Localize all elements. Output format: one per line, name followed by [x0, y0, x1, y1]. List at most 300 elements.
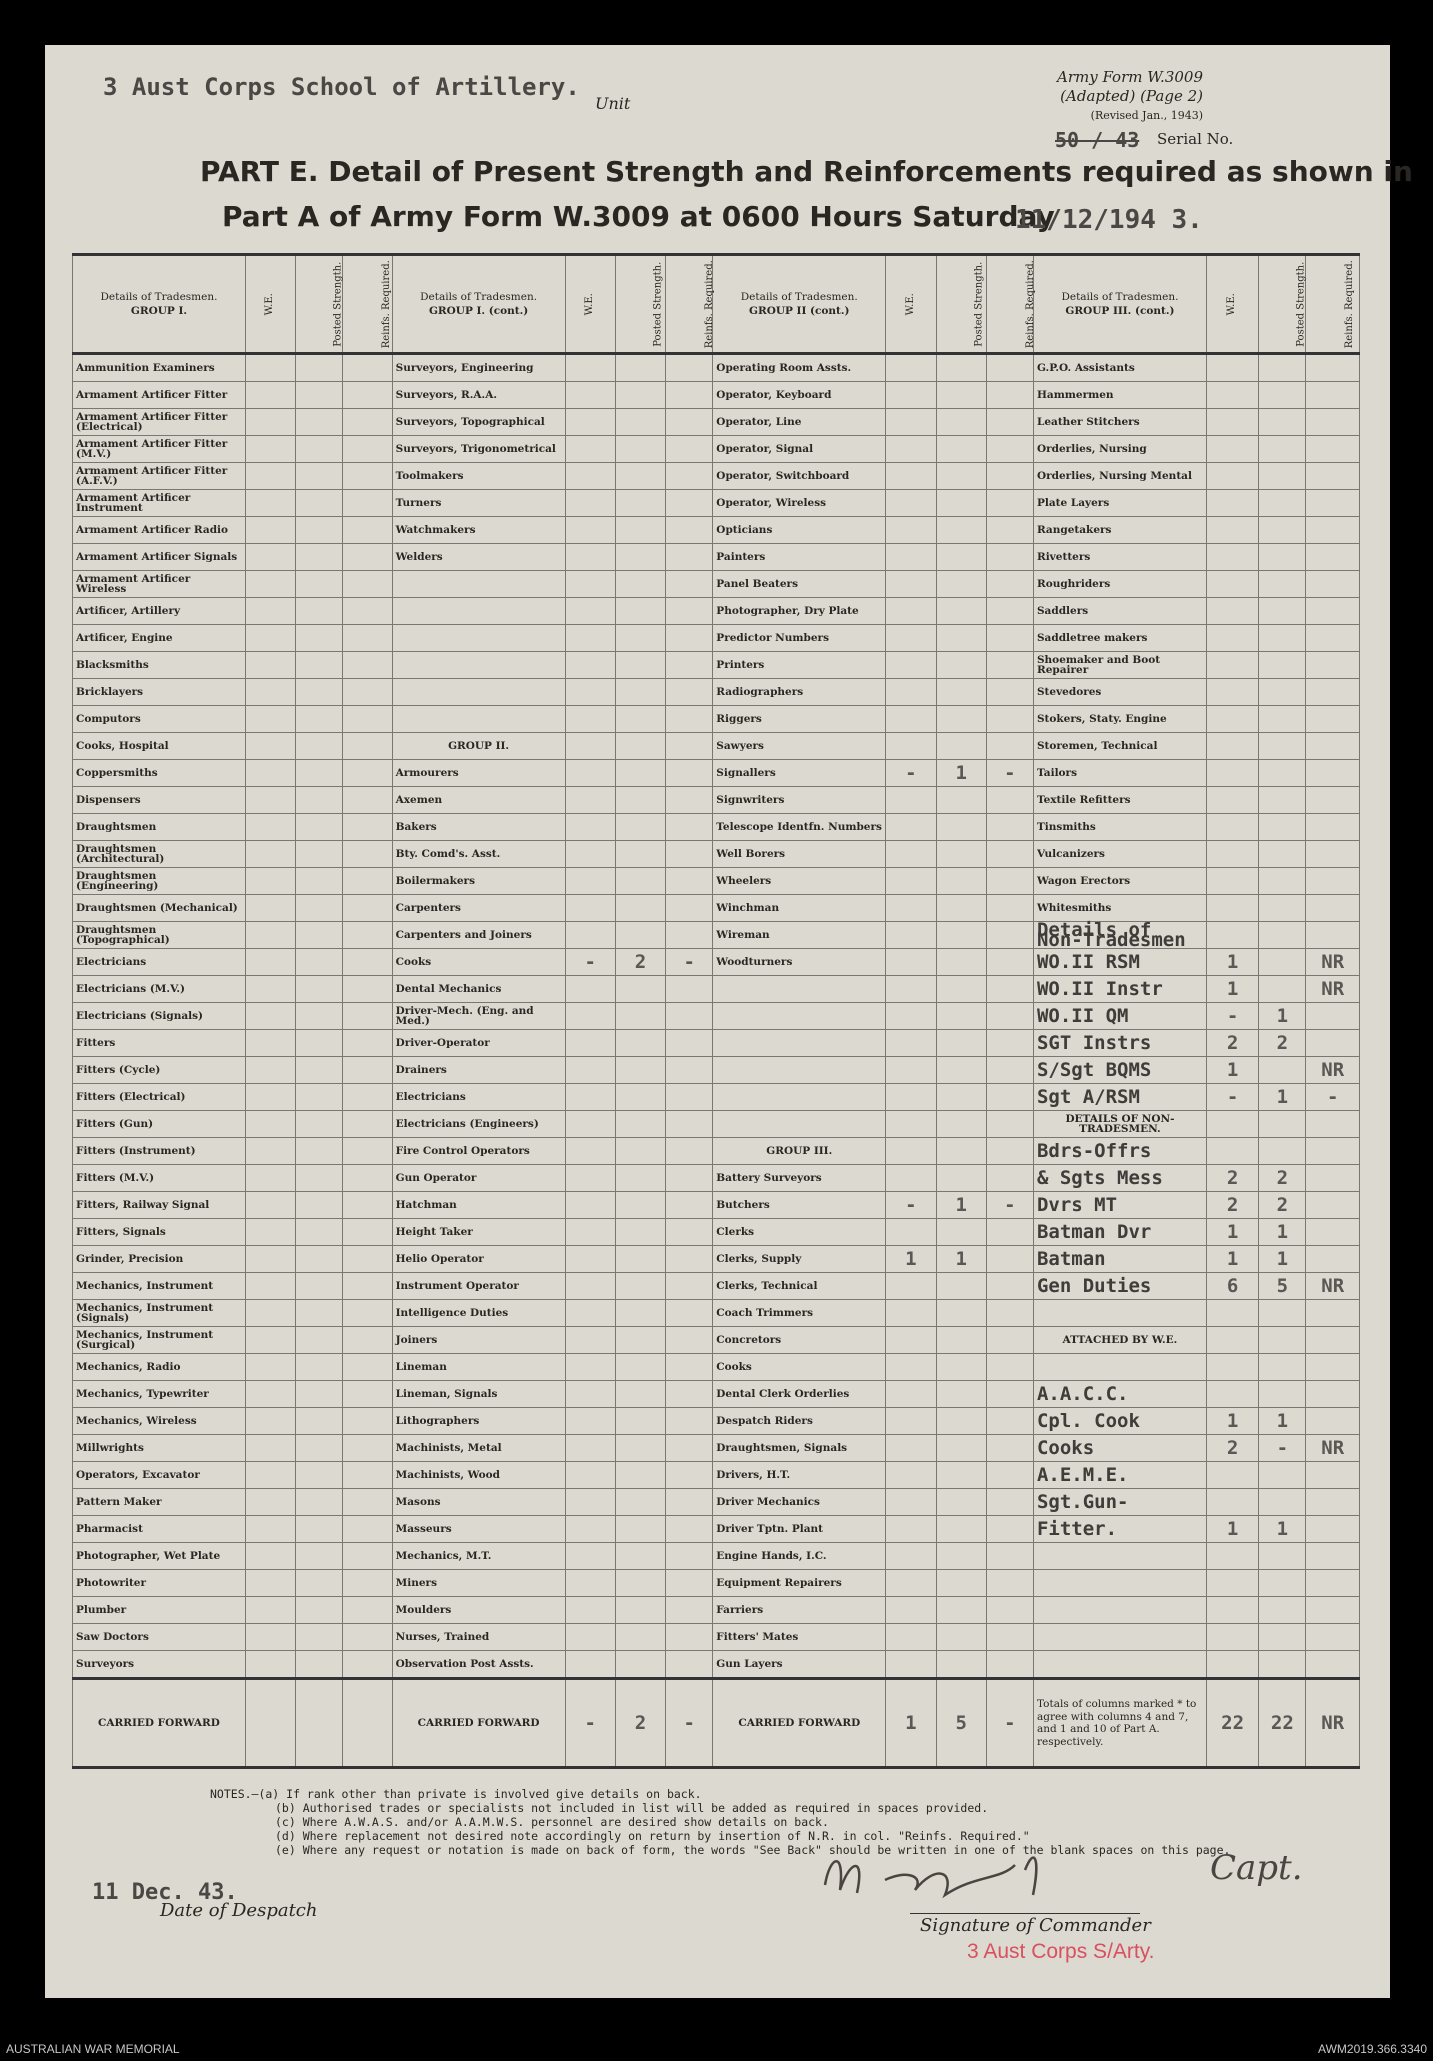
reinfs-value — [666, 1246, 713, 1273]
cell — [296, 1679, 343, 1768]
signature-label: Signature of Commander — [920, 1915, 1151, 1936]
we-value — [245, 1057, 295, 1084]
posted-value — [615, 922, 665, 949]
posted-value — [296, 1165, 343, 1192]
we-value — [245, 517, 295, 544]
reinfs-value — [986, 544, 1033, 571]
we-value — [245, 1651, 295, 1679]
posted-value — [936, 1435, 986, 1462]
posted-value — [1259, 490, 1306, 517]
carried-forward-label: CARRIED FORWARD — [713, 1679, 886, 1768]
trade-name: Fitters (Electrical) — [73, 1084, 246, 1111]
reinfs-value — [1306, 895, 1360, 922]
we-value: 1 — [1206, 949, 1258, 976]
posted-value — [936, 382, 986, 409]
reinfs-value — [666, 1111, 713, 1138]
form-adapted: (Adapted) (Page 2) — [1060, 87, 1203, 105]
we-value — [886, 679, 936, 706]
posted-value — [615, 1138, 665, 1165]
reinfs-value — [986, 1111, 1033, 1138]
table-body — [73, 354, 1360, 1679]
trade-name: Rangetakers — [1033, 517, 1206, 544]
we-value — [886, 1354, 936, 1381]
posted-value — [615, 679, 665, 706]
reinfs-value — [343, 922, 392, 949]
reinfs-value: - — [986, 760, 1033, 787]
trade-name: A.A.C.C. — [1033, 1381, 1206, 1408]
trade-name: Armourers — [392, 760, 565, 787]
posted-value — [936, 490, 986, 517]
posted-value — [936, 1030, 986, 1057]
unit-name: 3 Aust Corps School of Artillery. — [103, 73, 580, 101]
trade-name: Textile Refitters — [1033, 787, 1206, 814]
reinfs-value — [1306, 1543, 1360, 1570]
posted-value — [1259, 1543, 1306, 1570]
reinfs-label: Reinfs. Required. — [1024, 260, 1036, 349]
table-row — [73, 625, 1360, 652]
posted-value — [296, 1003, 343, 1030]
table-row — [73, 490, 1360, 517]
posted-value: 5 — [1259, 1273, 1306, 1300]
posted-value — [296, 409, 343, 436]
reinfs-value — [986, 706, 1033, 733]
trade-name: Fitters — [73, 1030, 246, 1057]
reinfs-value — [986, 1408, 1033, 1435]
posted-value — [936, 1597, 986, 1624]
reinfs-value — [343, 1624, 392, 1651]
reinfs-value — [343, 868, 392, 895]
we-value — [565, 1057, 615, 1084]
we-value — [886, 1111, 936, 1138]
reinfs-value — [986, 463, 1033, 490]
we-value — [565, 1489, 615, 1516]
cell — [245, 1679, 295, 1768]
trade-name: Tailors — [1033, 760, 1206, 787]
we-value — [565, 1246, 615, 1273]
we-value — [1206, 760, 1258, 787]
posted-label: Posted Strength. — [332, 261, 344, 348]
posted-value — [936, 598, 986, 625]
trade-name: Artificer, Artillery — [73, 598, 246, 625]
reinfs-value — [343, 679, 392, 706]
table-row — [73, 1570, 1360, 1597]
we-value — [1206, 571, 1258, 598]
posted-value — [936, 1084, 986, 1111]
reinfs-value — [343, 544, 392, 571]
we-value — [565, 544, 615, 571]
posted-value — [615, 1219, 665, 1246]
posted-value — [615, 598, 665, 625]
trade-name: Mechanics, Instrument (Surgical) — [73, 1327, 246, 1354]
reinfs-value — [986, 1624, 1033, 1651]
total-we: 22 — [1206, 1679, 1258, 1768]
reinfs-value — [986, 1327, 1033, 1354]
trade-name: Miners — [392, 1570, 565, 1597]
we-value — [565, 1354, 615, 1381]
posted-value: 1 — [1259, 1084, 1306, 1111]
trade-name: Armament Artificer Radio — [73, 517, 246, 544]
posted-value — [936, 1408, 986, 1435]
we-value — [886, 598, 936, 625]
trade-name: Mechanics, Instrument (Signals) — [73, 1300, 246, 1327]
we-value — [565, 1300, 615, 1327]
trade-name — [1033, 1570, 1206, 1597]
we-value — [886, 814, 936, 841]
posted-value — [1259, 1462, 1306, 1489]
reinfs-value — [666, 1030, 713, 1057]
we-value — [886, 1516, 936, 1543]
reinfs-value — [343, 1516, 392, 1543]
reinfs-value — [343, 1246, 392, 1273]
we-value — [565, 625, 615, 652]
we-value — [245, 1327, 295, 1354]
trade-name: Operating Room Assts. — [713, 354, 886, 382]
trade-name: Predictor Numbers — [713, 625, 886, 652]
table-row — [73, 1003, 1360, 1030]
reinfs-value — [1306, 841, 1360, 868]
posted-value — [615, 976, 665, 1003]
trade-name — [713, 1084, 886, 1111]
we-value — [565, 1624, 615, 1651]
trade-name: Electricians (M.V.) — [73, 976, 246, 1003]
table-row — [73, 1462, 1360, 1489]
reinfs-value: NR — [1306, 1057, 1360, 1084]
reinfs-value — [666, 679, 713, 706]
reinfs-value — [986, 1570, 1033, 1597]
trade-name: WO.II Instr — [1033, 976, 1206, 1003]
we-value — [245, 1192, 295, 1219]
posted-value — [296, 868, 343, 895]
table-row — [73, 868, 1360, 895]
table-row — [73, 895, 1360, 922]
posted-value — [615, 1651, 665, 1679]
reinfs-value — [1306, 409, 1360, 436]
posted-value — [615, 382, 665, 409]
trade-name: Pattern Maker — [73, 1489, 246, 1516]
posted-value — [296, 598, 343, 625]
table-row — [73, 1111, 1360, 1138]
posted-value — [1259, 544, 1306, 571]
reinfs-value — [343, 354, 392, 382]
trade-name: Instrument Operator — [392, 1273, 565, 1300]
posted-value — [615, 1300, 665, 1327]
we-value — [1206, 1381, 1258, 1408]
col-posted-3 — [936, 255, 986, 354]
posted-value — [615, 1111, 665, 1138]
posted-value — [1259, 1111, 1306, 1138]
reinfs-value — [666, 1219, 713, 1246]
we-value — [886, 1003, 936, 1030]
trade-name — [392, 598, 565, 625]
reinfs-value — [666, 1489, 713, 1516]
trade-name: Cooks, Hospital — [73, 733, 246, 760]
posted-value — [1259, 949, 1306, 976]
reinfs-value — [1306, 544, 1360, 571]
we-value — [1206, 1327, 1258, 1354]
we-value — [886, 1084, 936, 1111]
posted-value: 1 — [936, 1246, 986, 1273]
we-value — [565, 706, 615, 733]
reinfs-value — [986, 1381, 1033, 1408]
posted-value — [296, 1057, 343, 1084]
trade-name: Armament Artificer Instrument — [73, 490, 246, 517]
we-value — [245, 1408, 295, 1435]
total-posted: 22 — [1259, 1679, 1306, 1768]
table-row — [73, 706, 1360, 733]
posted-value — [936, 841, 986, 868]
form-revised: (Revised Jan., 1943) — [1090, 109, 1203, 122]
we-value: 1 — [1206, 1408, 1258, 1435]
trade-name: Shoemaker and Boot Repairer — [1033, 652, 1206, 679]
posted-value: 1 — [936, 1192, 986, 1219]
we-value — [886, 733, 936, 760]
trade-name: Wheelers — [713, 868, 886, 895]
reinfs-value — [1306, 733, 1360, 760]
table-row — [73, 841, 1360, 868]
reinfs-value — [343, 1462, 392, 1489]
reinfs-value — [986, 1300, 1033, 1327]
trade-name: Photowriter — [73, 1570, 246, 1597]
posted-value — [936, 1165, 986, 1192]
reinfs-value — [1306, 490, 1360, 517]
trade-name — [713, 1111, 886, 1138]
we-value: 2 — [1206, 1435, 1258, 1462]
note-e: (e) Where any request or notation is made on back of form, the words "See Back" should be written in one of the blank spaces on this page. — [275, 1843, 1231, 1857]
reinfs-value — [666, 706, 713, 733]
trade-name: Armament Artificer Fitter (M.V.) — [73, 436, 246, 463]
reinfs-value — [666, 1300, 713, 1327]
details-label: Details of Tradesmen. — [100, 290, 218, 303]
reinfs-value — [666, 1597, 713, 1624]
we-value — [886, 922, 936, 949]
reinfs-value — [666, 976, 713, 1003]
trade-name: Batman Dvr — [1033, 1219, 1206, 1246]
col-details-2 — [392, 255, 565, 354]
reinfs-value — [986, 1354, 1033, 1381]
table-row — [73, 1192, 1360, 1219]
note-a: NOTES.—(a) If rank other than private is involved give details on back. — [210, 1787, 702, 1801]
table-row — [73, 1273, 1360, 1300]
we-value — [1206, 652, 1258, 679]
trade-name: Nurses, Trained — [392, 1624, 565, 1651]
posted-value — [1259, 436, 1306, 463]
reinfs-value — [666, 868, 713, 895]
carried-forward-label: CARRIED FORWARD — [392, 1679, 565, 1768]
posted-value — [615, 652, 665, 679]
reinfs-value — [666, 1003, 713, 1030]
signature-line — [910, 1913, 1140, 1914]
reinfs-value — [666, 490, 713, 517]
trade-name: Driver-Mech. (Eng. and Med.) — [392, 1003, 565, 1030]
trade-name: Rivetters — [1033, 544, 1206, 571]
trade-name: Saw Doctors — [73, 1624, 246, 1651]
reinfs-value — [986, 1246, 1033, 1273]
posted-value — [1259, 814, 1306, 841]
table-row — [73, 1084, 1360, 1111]
reinfs-value — [1306, 571, 1360, 598]
reinfs-value — [1306, 760, 1360, 787]
reinfs-value: NR — [1306, 976, 1360, 1003]
posted-value — [936, 1354, 986, 1381]
we-value — [1206, 1570, 1258, 1597]
trade-name: Armament Artificer Signals — [73, 544, 246, 571]
trade-name: Leather Stitchers — [1033, 409, 1206, 436]
trade-name: Dental Clerk Orderlies — [713, 1381, 886, 1408]
trade-name: Fitter. — [1033, 1516, 1206, 1543]
posted-value — [296, 949, 343, 976]
reinfs-value — [343, 517, 392, 544]
we-value — [245, 1543, 295, 1570]
reinfs-value — [343, 1543, 392, 1570]
posted-value — [615, 760, 665, 787]
trade-name: Drivers, H.T. — [713, 1462, 886, 1489]
posted-value — [936, 1300, 986, 1327]
posted-value — [615, 1003, 665, 1030]
reinfs-value — [986, 436, 1033, 463]
header-row — [73, 255, 1360, 354]
trade-name: Saddletree makers — [1033, 625, 1206, 652]
table-row — [73, 1354, 1360, 1381]
reinfs-value — [666, 354, 713, 382]
trade-name: Surveyors, R.A.A. — [392, 382, 565, 409]
posted-value — [615, 1192, 665, 1219]
we-value — [886, 868, 936, 895]
details-label: Details of Tradesmen. — [740, 290, 858, 303]
we-value — [1206, 1597, 1258, 1624]
trade-name: Armament Artificer Fitter (Electrical) — [73, 409, 246, 436]
we-label: W.E. — [904, 293, 916, 316]
reinfs-value — [666, 1138, 713, 1165]
reinfs-value: - — [666, 949, 713, 976]
reinfs-value — [1306, 1381, 1360, 1408]
posted-value — [936, 1057, 986, 1084]
posted-value — [936, 733, 986, 760]
we-value — [565, 1516, 615, 1543]
reinfs-value — [1306, 354, 1360, 382]
we-value — [565, 436, 615, 463]
posted-value — [615, 571, 665, 598]
trade-name: Toolmakers — [392, 463, 565, 490]
reinfs-value — [343, 1435, 392, 1462]
reinfs-value — [986, 354, 1033, 382]
trade-name: Mechanics, Typewriter — [73, 1381, 246, 1408]
we-value: - — [1206, 1003, 1258, 1030]
posted-value — [936, 679, 986, 706]
we-value — [565, 841, 615, 868]
trade-name: Surveyors, Engineering — [392, 354, 565, 382]
trade-name — [1033, 1597, 1206, 1624]
reinfs-value — [343, 1300, 392, 1327]
posted-value — [615, 436, 665, 463]
reinfs-value: NR — [1306, 949, 1360, 976]
we-value — [565, 1462, 615, 1489]
we-value — [245, 787, 295, 814]
trade-name: Welders — [392, 544, 565, 571]
trade-name: Printers — [713, 652, 886, 679]
we-value — [1206, 1624, 1258, 1651]
we-value — [886, 1408, 936, 1435]
posted-value — [1259, 409, 1306, 436]
we-value — [1206, 1462, 1258, 1489]
table-row — [73, 598, 1360, 625]
we-value — [1206, 544, 1258, 571]
col-we-2 — [565, 255, 615, 354]
col-details-1 — [73, 255, 246, 354]
reinfs-value — [343, 1651, 392, 1679]
trade-name: Height Taker — [392, 1219, 565, 1246]
table-row — [73, 571, 1360, 598]
we-value — [565, 354, 615, 382]
table-row — [73, 760, 1360, 787]
reinfs-value — [986, 1084, 1033, 1111]
trade-name: Armament Artificer Fitter — [73, 382, 246, 409]
trade-name: Butchers — [713, 1192, 886, 1219]
trade-name: Dvrs MT — [1033, 1192, 1206, 1219]
posted-label: Posted Strength. — [1295, 261, 1307, 348]
table-row — [73, 517, 1360, 544]
cf-posted-3: 5 — [936, 1679, 986, 1768]
posted-value — [936, 1111, 986, 1138]
we-value — [245, 706, 295, 733]
unit-stamp: 3 Aust Corps S/Arty. — [967, 1940, 1155, 1963]
posted-value — [296, 1246, 343, 1273]
table-row — [73, 1300, 1360, 1327]
reinfs-value — [986, 733, 1033, 760]
reinfs-value — [343, 1489, 392, 1516]
trade-name — [713, 1030, 886, 1057]
reinfs-value — [343, 1003, 392, 1030]
posted-value — [296, 1651, 343, 1679]
posted-value — [296, 571, 343, 598]
trade-name: Engine Hands, I.C. — [713, 1543, 886, 1570]
trade-name — [713, 976, 886, 1003]
reinfs-value — [666, 544, 713, 571]
we-value — [245, 652, 295, 679]
reinfs-value — [666, 598, 713, 625]
trade-name: Armament Artificer Fitter (A.F.V.) — [73, 463, 246, 490]
we-value — [565, 1651, 615, 1679]
trade-name: Photographer, Dry Plate — [713, 598, 886, 625]
trade-name: Carpenters and Joiners — [392, 922, 565, 949]
reinfs-value — [343, 1192, 392, 1219]
trade-name: Sgt A/RSM — [1033, 1084, 1206, 1111]
posted-value: 2 — [1259, 1030, 1306, 1057]
trade-name: Fitters, Railway Signal — [73, 1192, 246, 1219]
trade-name: Well Borers — [713, 841, 886, 868]
we-value: 1 — [1206, 1246, 1258, 1273]
trade-name: Wireman — [713, 922, 886, 949]
posted-value — [296, 1354, 343, 1381]
posted-value — [1259, 733, 1306, 760]
reinfs-value — [343, 571, 392, 598]
posted-value — [936, 463, 986, 490]
trade-name: Draughtsmen (Topographical) — [73, 922, 246, 949]
trade-name: ATTACHED BY W.E. — [1033, 1327, 1206, 1354]
reinfs-value — [666, 1084, 713, 1111]
we-value — [1206, 1300, 1258, 1327]
posted-value — [296, 1030, 343, 1057]
we-value — [245, 1003, 295, 1030]
we-value: 2 — [1206, 1192, 1258, 1219]
posted-value — [296, 1516, 343, 1543]
we-value — [565, 733, 615, 760]
group-label: GROUP I. (cont.) — [428, 305, 529, 317]
posted-value — [1259, 382, 1306, 409]
we-value — [886, 1165, 936, 1192]
posted-value — [1259, 976, 1306, 1003]
trade-name — [392, 679, 565, 706]
trade-name: Clerks, Technical — [713, 1273, 886, 1300]
